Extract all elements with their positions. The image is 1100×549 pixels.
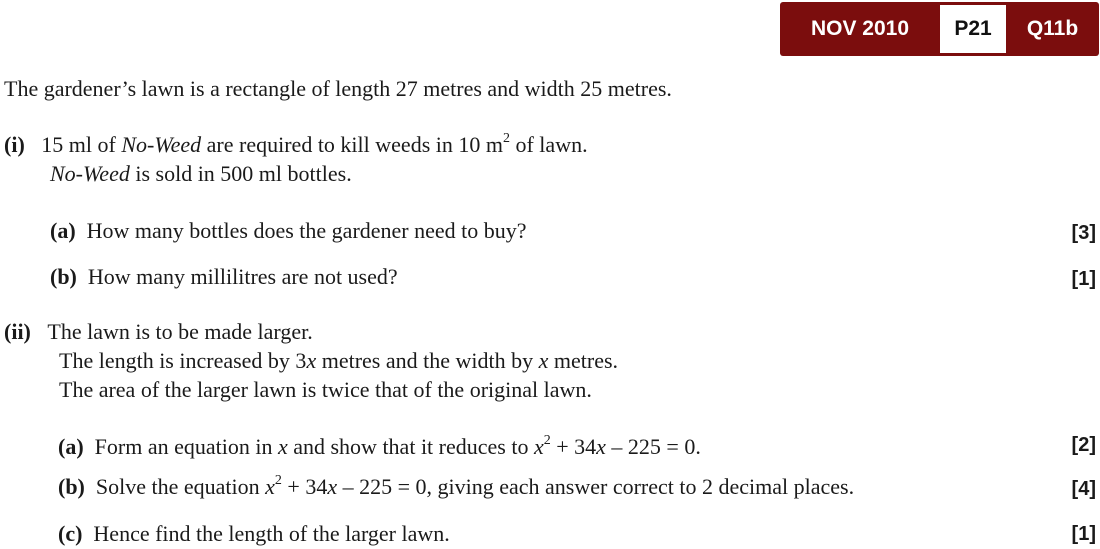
- intro-text: The gardener’s lawn is a rectangle of length 27 metres and width 25 metres.: [4, 76, 672, 101]
- marks-i-a: [3]: [1071, 222, 1096, 244]
- part-i-line-2: No-Weed is sold in 500 ml bottles.: [50, 161, 352, 186]
- question-ii-a: (a) Form an equation in x and show that it reduces to $x^2 + 34x - 225 = 0$.: [58, 432, 701, 459]
- part-ii-line-1: (ii) The lawn is to be made larger.: [4, 319, 313, 344]
- product-name: No-Weed: [50, 161, 130, 186]
- part-ii-line-3: The area of the larger lawn is twice that of the original lawn.: [59, 377, 592, 402]
- exam-date: NOV 2010: [810, 17, 910, 40]
- marks-ii-c: [1]: [1071, 523, 1096, 545]
- part-i-line-1: (i) 15 ml of No-Weed are required to kill weeds in 10 $m^2$ of lawn.: [4, 130, 588, 157]
- question-i-b: (b) How many millilitres are not used?: [50, 264, 398, 289]
- question-ii-b: (b) Solve the equation $x^2 + 34x - 225 = 0$, giving each answer correct to 2 decimal places.: [58, 472, 855, 499]
- part-i-label: (i): [4, 132, 25, 157]
- question-i-a: (a) How many bottles does the gardener need to buy?: [50, 218, 527, 243]
- question-reference-badge: [780, 2, 1099, 56]
- part-ii-label: (ii): [4, 319, 31, 344]
- product-name: No-Weed: [121, 132, 202, 157]
- marks-ii-b: [4]: [1071, 478, 1096, 500]
- marks-ii-a: [2]: [1071, 434, 1096, 456]
- marks-i-b: [1]: [1071, 268, 1096, 290]
- question-ii-c: (c) Hence find the length of the larger lawn.: [58, 521, 450, 546]
- question-number: Q11b: [1026, 17, 1079, 40]
- part-ii-line-2: The length is increased by 3x metres and the width by x metres.: [59, 348, 619, 373]
- paper-code: P21: [940, 5, 1006, 53]
